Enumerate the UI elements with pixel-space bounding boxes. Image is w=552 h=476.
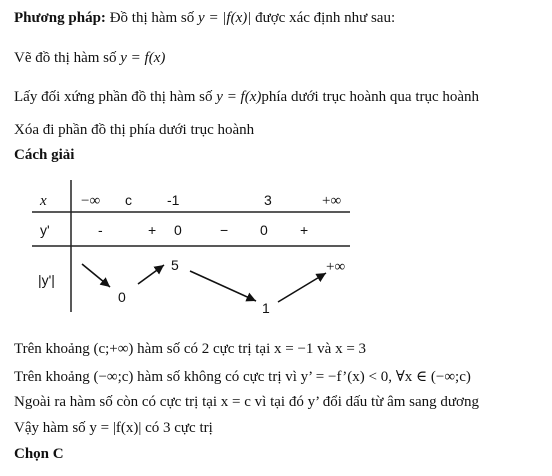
step-1-formula: y = f(x) [120,50,166,66]
x-value: c [125,192,132,208]
answer-label: Chọn C [14,446,64,462]
method-intro-rest: được xác định như sau: [255,10,396,26]
method-intro-text: Đồ thị hàm số [109,10,195,26]
row-label-x: x [40,193,47,209]
sign-value: + [148,222,157,238]
decreasing-arrow [82,264,110,287]
method-label: Phương pháp: [14,10,106,26]
method-intro-formula: y = |f(x)| [198,10,252,26]
conclusion-line-4: Vậy hàm số y = |f(x)| có 3 cực trị [14,420,213,436]
sign-value: - [98,222,103,238]
row-label-derivative: y' [40,222,50,238]
step-2-formula: y = f(x) [216,89,262,105]
sign-value: 0 [174,222,182,238]
row-label-abs-derivative: |y'| [38,272,55,288]
sign-value: 0 [260,222,268,238]
x-value: 3 [264,192,272,208]
solution-label: Cách giải [14,147,75,163]
x-value: -1 [167,192,180,208]
variation-value: +∞ [326,259,346,275]
step-1-text: Vẽ đồ thị hàm số [14,50,117,66]
sign-value: + [300,222,309,238]
step-2-rest: phía dưới trục hoành qua trục hoành [261,89,480,105]
increasing-arrow [138,265,164,284]
variation-value: 0 [118,289,126,305]
step-2-text: Lấy đối xứng phần đồ thị hàm số [14,89,213,105]
step-3: Xóa đi phần đồ thị phía dưới trục hoành [14,122,255,138]
sign-value: − [220,222,229,238]
decreasing-arrow [190,271,256,301]
variation-value: 1 [262,300,270,316]
conclusion-line-2: Trên khoảng (−∞;c) hàm số không có cực trị vì y’ = −f’(x) < 0, ∀x ∈ (−∞;c) [14,369,471,385]
increasing-arrow [278,273,326,302]
x-value: −∞ [81,193,101,209]
variation-value: 5 [171,257,179,273]
conclusion-line-3: Ngoài ra hàm số còn có cực trị tại x = c vì tại đó y’ đổi dấu từ âm sang dương [14,394,479,410]
conclusion-line-1: Trên khoảng (c;+∞) hàm số có 2 cực trị tại x = −1 và x = 3 [14,341,367,357]
x-value: +∞ [322,193,342,209]
